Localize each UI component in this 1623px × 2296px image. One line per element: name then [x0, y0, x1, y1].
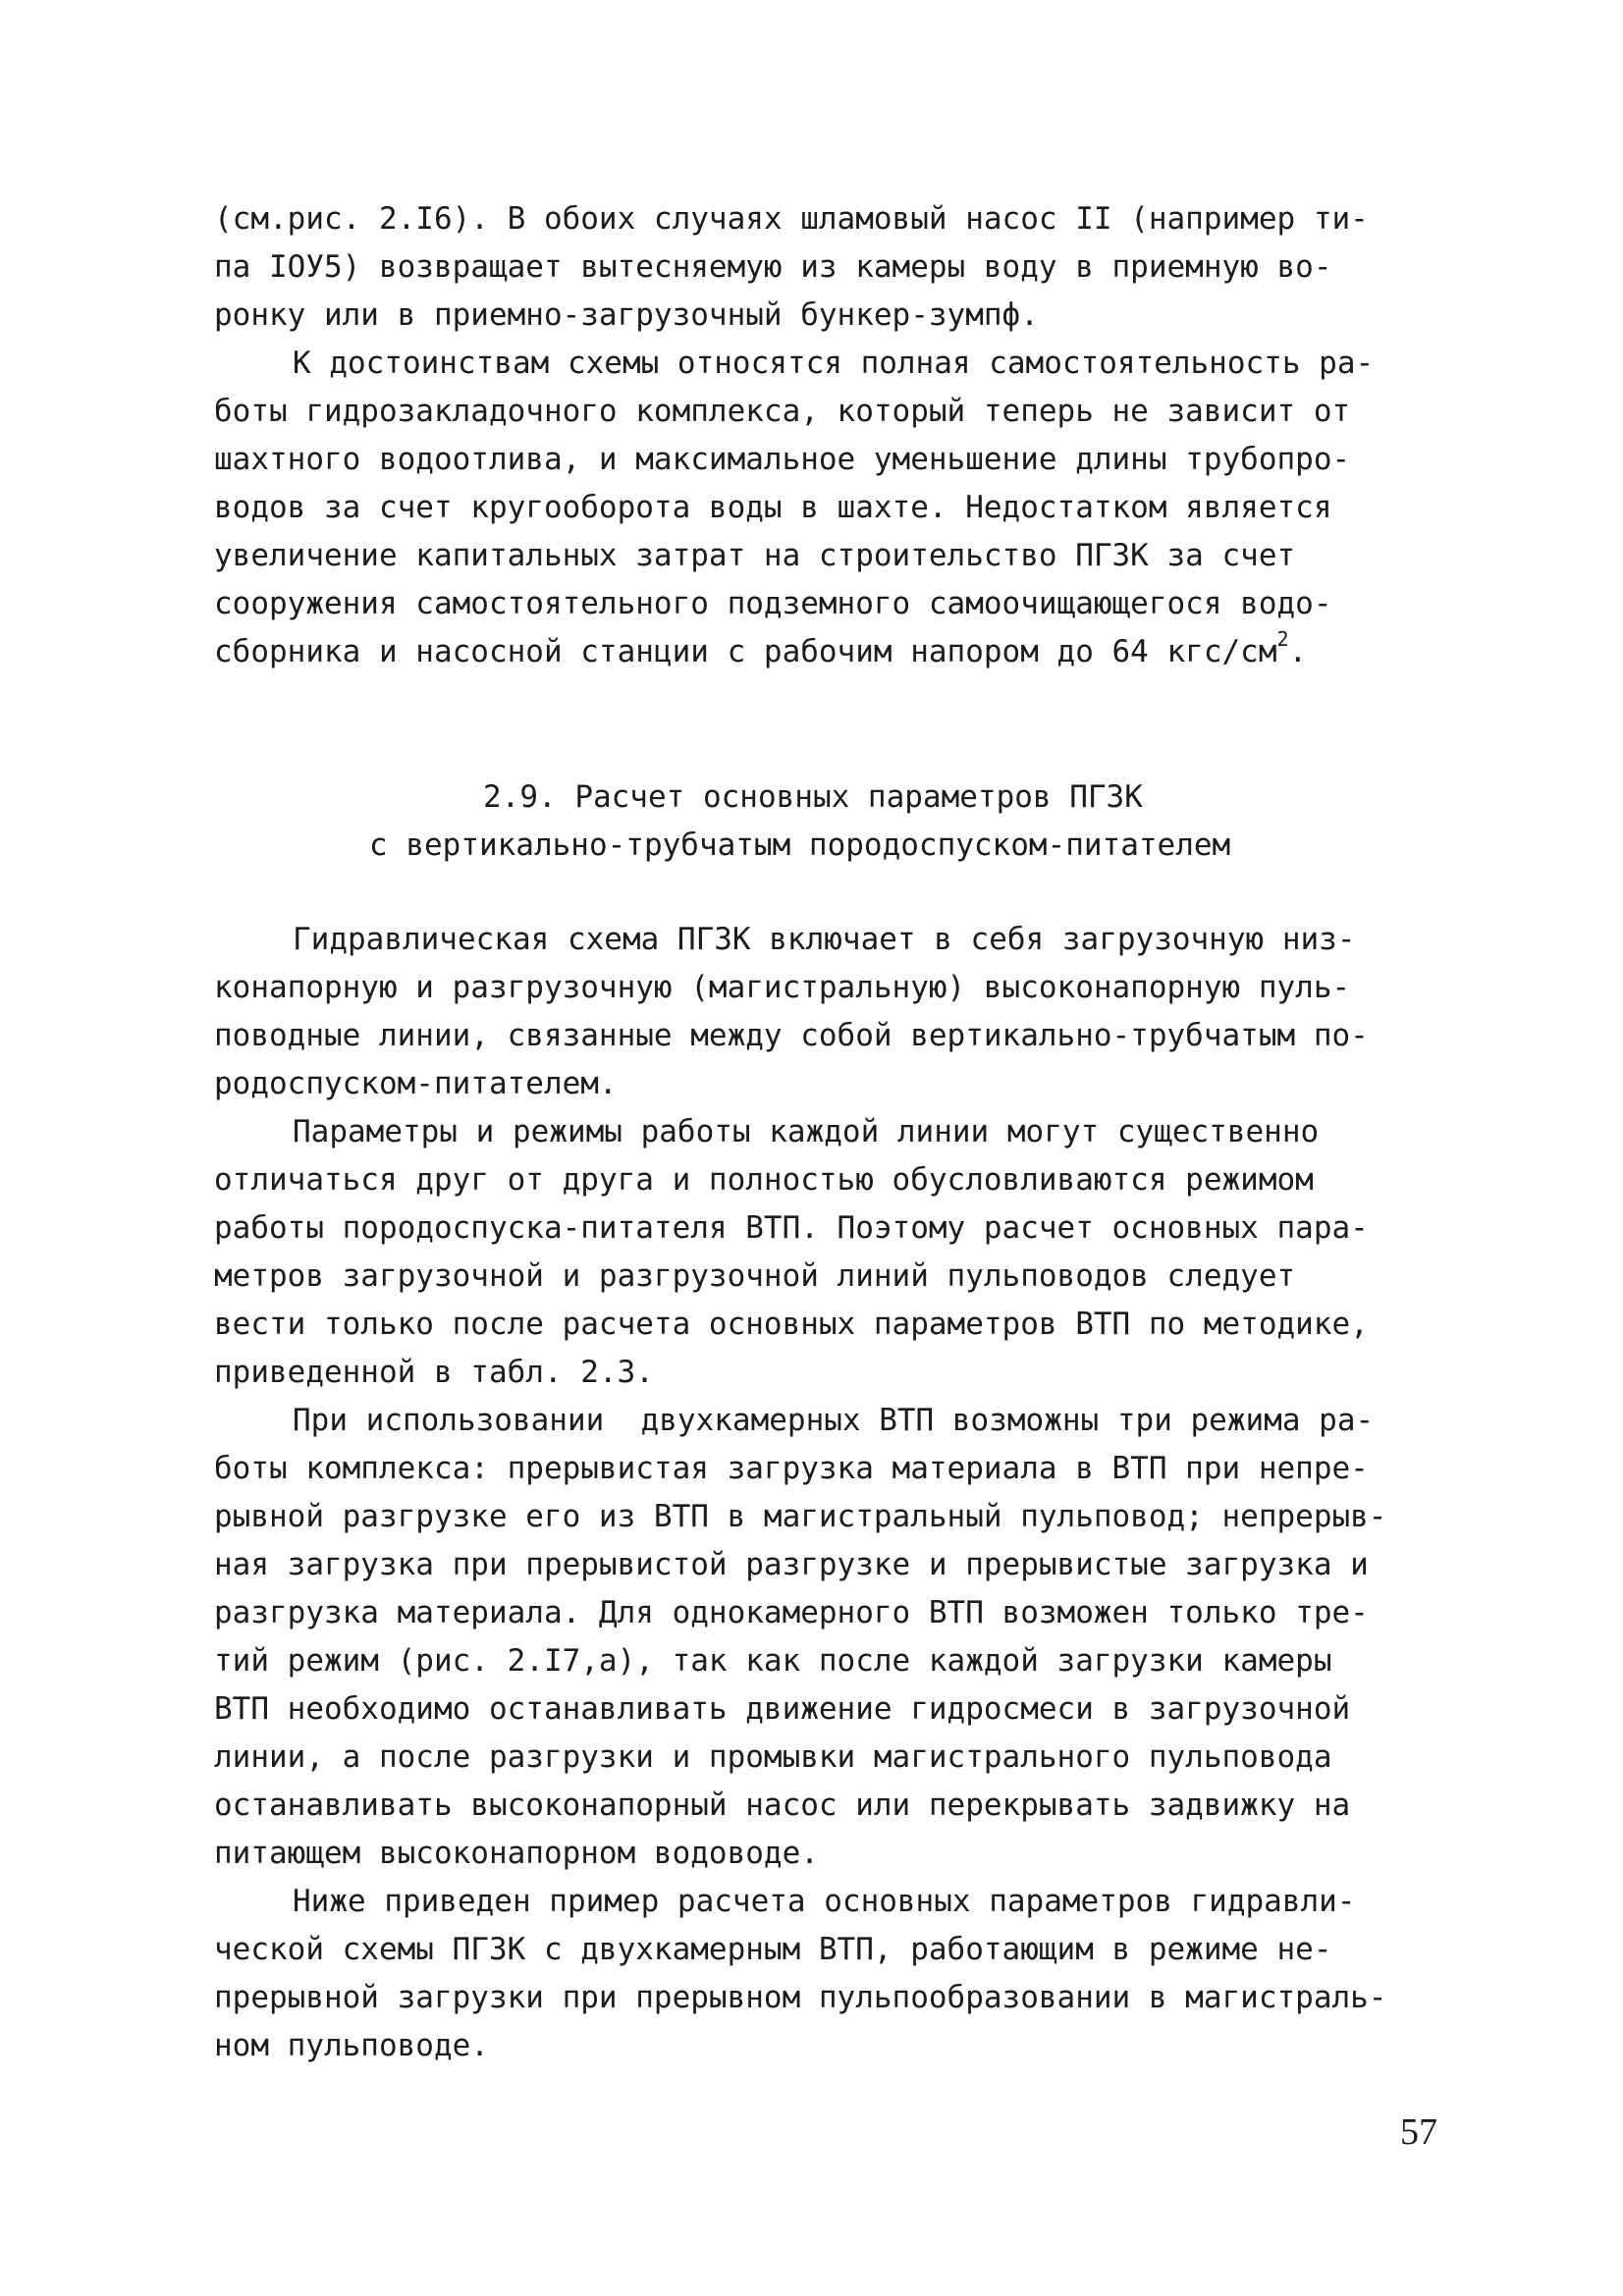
text-line: приведенной в табл. 2.3.	[214, 1355, 654, 1390]
text-fragment: сборника и насосной станции с рабочим напором до 64 кгс/см	[214, 634, 1277, 669]
page-number: 57	[1400, 2111, 1437, 2153]
text-line: работы породоспуска-питателя ВТП. Поэтому расчет основных пара-	[214, 1210, 1369, 1246]
text-line: боты гидрозакладочного комплекса, который теперь не зависит от	[214, 394, 1351, 429]
text-line: сооружения самостоятельного подземного самоочищающегося водо-	[214, 586, 1332, 621]
text-line: тий режим (рис. 2.I7,a), так как после каждой загрузки камеры	[214, 1643, 1332, 1679]
text-fragment: .	[1288, 634, 1308, 669]
text-line: шахтного водоотлива, и максимальное уменьшение длины трубопро-	[214, 442, 1351, 477]
text-line: поводные линии, связанные между собой вертикально-трубчатым по-	[214, 1018, 1369, 1053]
text-line: Параметры и режимы работы каждой линии могут существенно	[293, 1114, 1320, 1149]
text-line: родоспуском-питателем.	[214, 1066, 618, 1101]
text-line: К достоинствам схемы относятся полная самостоятельность ра-	[293, 346, 1375, 381]
text-line: водов за счет кругооборота воды в шахте. Недостатком является	[214, 490, 1332, 525]
section-heading-line-2: с вертикально-трубчатым породоспуском-питателем	[369, 828, 1231, 863]
text-line: вести только после расчета основных параметров ВТП по методике,	[214, 1307, 1369, 1342]
text-line: рывной разгрузке его из ВТП в магистральный пульповод; непрерыв-	[214, 1499, 1387, 1534]
text-line: ном пульповоде.	[214, 2028, 489, 2063]
text-line: (см.рис. 2.I6). В обоих случаях шламовый насос II (например ти-	[214, 201, 1369, 237]
text-line: па IOУ5) возвращает вытесняемую из камеры воду в приемную во-	[214, 249, 1332, 285]
text-line: Ниже приведен пример расчета основных параметров гидравли-	[293, 1884, 1356, 1919]
text-line: питающем высоконапорном водоводе.	[214, 1836, 819, 1871]
text-line: разгрузка материала. Для однокамерного ВТП возможен только тре-	[214, 1595, 1369, 1630]
text-line: линии, а после разгрузки и промывки магистрального пульповода	[214, 1739, 1332, 1775]
text-line: метров загрузочной и разгрузочной линий пульповодов следует	[214, 1258, 1296, 1294]
text-line: останавливать высоконапорный насос или перекрывать задвижку на	[214, 1788, 1351, 1823]
text-line: прерывной загрузки при прерывном пульпообразовании в магистраль-	[214, 1980, 1387, 2015]
text-line: При использовании двухкамерных ВТП возможны три режима ра-	[293, 1403, 1375, 1438]
text-line-with-superscript	[214, 627, 1308, 674]
text-line: конапорную и разгрузочную (магистральную) высоконапорную пуль-	[214, 970, 1351, 1005]
text-line: отличаться друг от друга и полностью обусловливаются режимом	[214, 1162, 1314, 1198]
text-line: ронку или в приемно-загрузочный бункер-зумпф.	[214, 297, 1039, 333]
text-line: ческой схемы ПГЗК с двухкамерным ВТП, работающим в режиме не-	[214, 1932, 1332, 1967]
section-heading-line-1: 2.9. Расчет основных параметров ПГЗК	[483, 779, 1143, 815]
text-line: ная загрузка при прерывистой разгрузке и прерывистые загрузка и	[214, 1547, 1369, 1582]
text-line: увеличение капитальных затрат на строительство ПГЗК за счет	[214, 538, 1296, 573]
superscript: 2	[1276, 627, 1289, 651]
text-line: Гидравлическая схема ПГЗК включает в себя загрузочную низ-	[293, 922, 1356, 957]
text-line: ВТП необходимо останавливать движение гидросмеси в загрузочной	[214, 1691, 1351, 1727]
text-line: боты комплекса: прерывистая загрузка материала в ВТП при непре-	[214, 1451, 1369, 1486]
